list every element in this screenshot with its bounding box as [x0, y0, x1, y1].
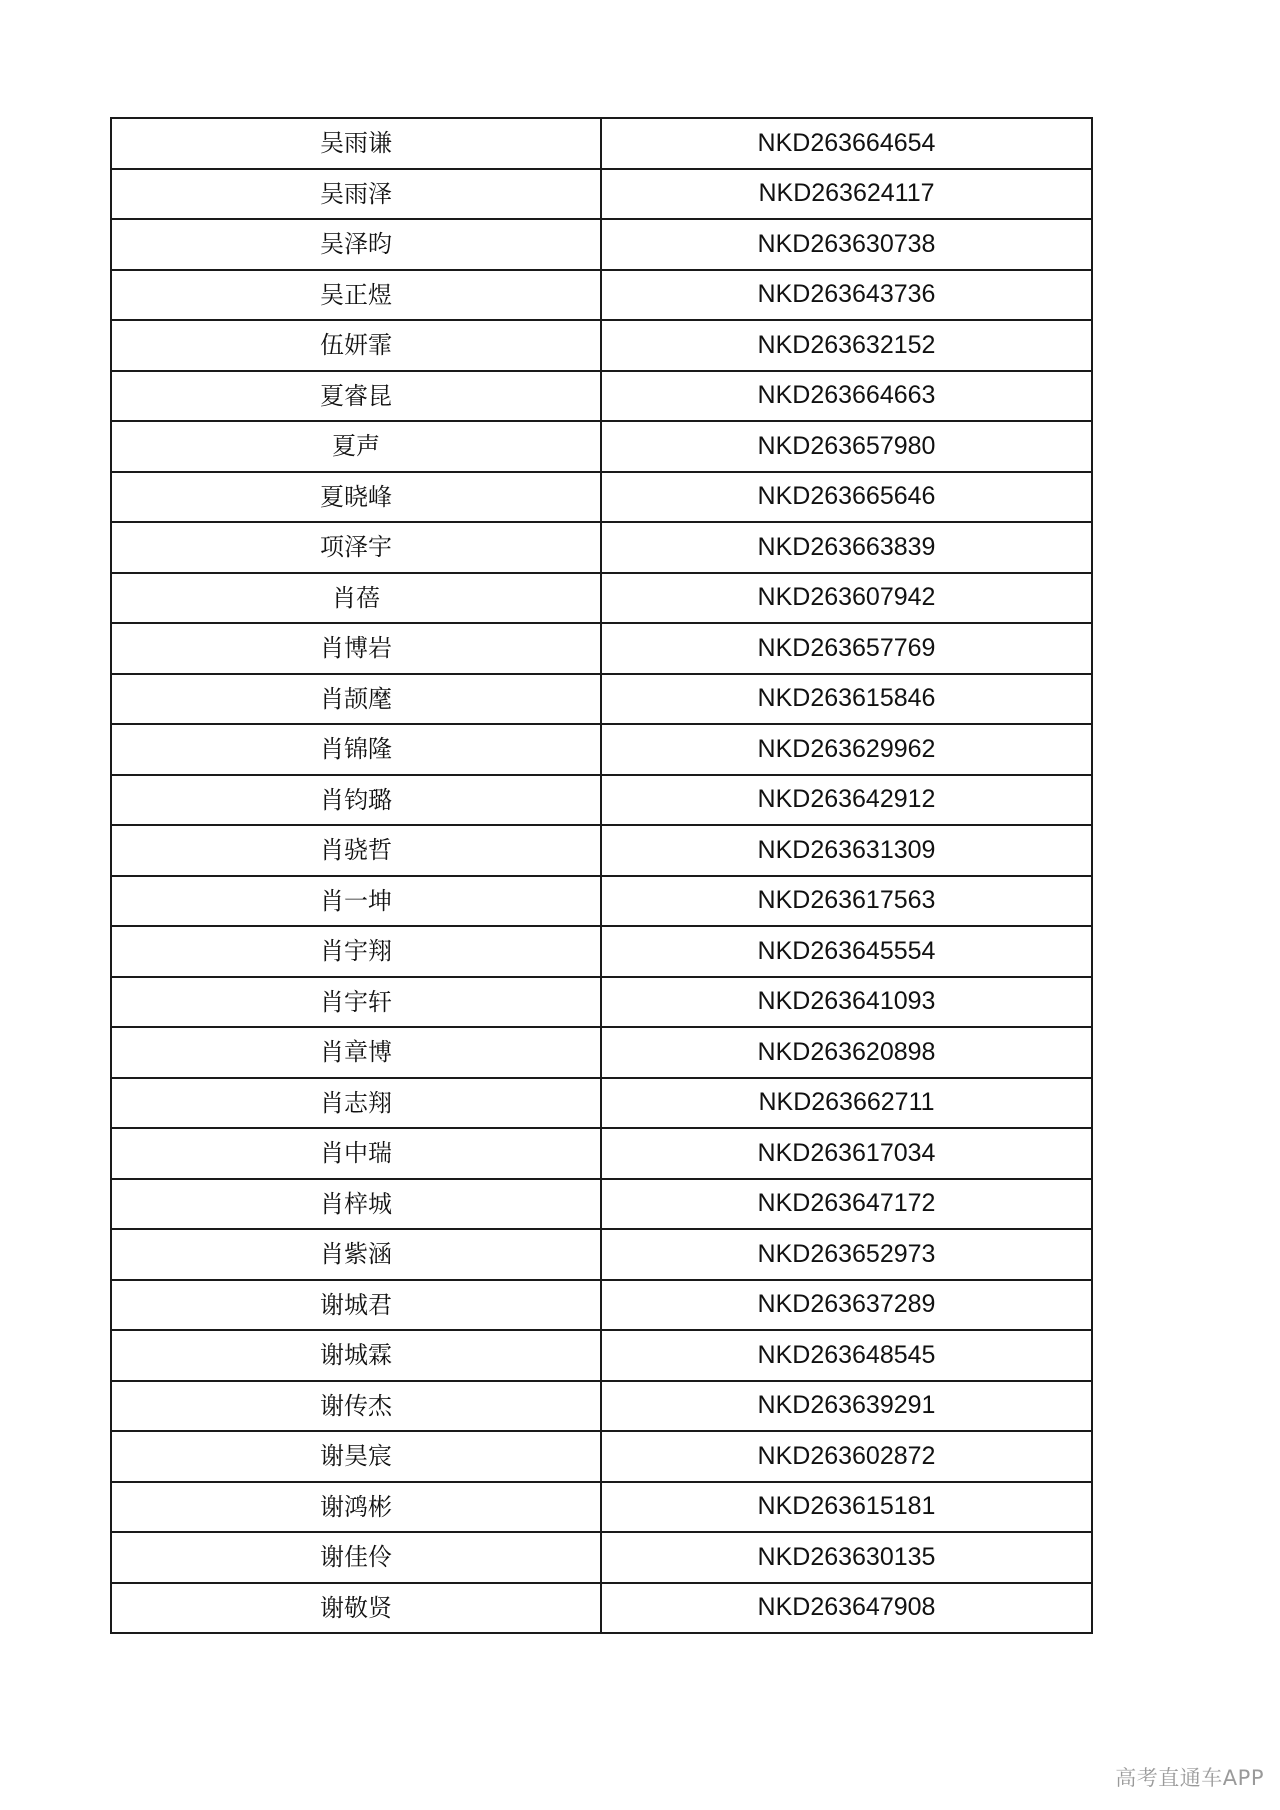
- student-name-cell: 谢敬贤: [111, 1583, 601, 1634]
- table-row: [111, 573, 1092, 624]
- table-row: [111, 219, 1092, 270]
- student-name-cell: 肖紫涵: [111, 1229, 601, 1280]
- exam-id-cell: NKD263662711: [601, 1078, 1092, 1129]
- exam-id-cell: NKD263657769: [601, 623, 1092, 674]
- student-name-cell: 肖一坤: [111, 876, 601, 927]
- exam-id-cell: NKD263630135: [601, 1532, 1092, 1583]
- table-row: [111, 623, 1092, 674]
- student-name-cell: 吴泽昀: [111, 219, 601, 270]
- exam-id-cell: NKD263639291: [601, 1381, 1092, 1432]
- student-name-cell: 吴正煜: [111, 270, 601, 321]
- exam-id-cell: NKD263664663: [601, 371, 1092, 422]
- student-name-cell: 项泽宇: [111, 522, 601, 573]
- exam-id-cell: NKD263617034: [601, 1128, 1092, 1179]
- student-name-cell: 谢城君: [111, 1280, 601, 1331]
- student-name-cell: 伍妍霏: [111, 320, 601, 371]
- table-row: [111, 421, 1092, 472]
- table-row: [111, 1431, 1092, 1482]
- table-row: [111, 876, 1092, 927]
- exam-id-cell: NKD263657980: [601, 421, 1092, 472]
- student-name-cell: 谢佳伶: [111, 1532, 601, 1583]
- student-name-cell: 夏睿昆: [111, 371, 601, 422]
- table-row: [111, 169, 1092, 220]
- student-name-cell: 肖钧璐: [111, 775, 601, 826]
- exam-id-cell: NKD263647908: [601, 1583, 1092, 1634]
- student-name-cell: 谢鸿彬: [111, 1482, 601, 1533]
- table-row: [111, 1330, 1092, 1381]
- table-row: [111, 724, 1092, 775]
- student-name-cell: 肖志翔: [111, 1078, 601, 1129]
- exam-id-cell: NKD263624117: [601, 169, 1092, 220]
- table-row: [111, 472, 1092, 523]
- table-row: [111, 1381, 1092, 1432]
- table-row: [111, 1179, 1092, 1230]
- table-row: [111, 1078, 1092, 1129]
- student-name-cell: 肖骁哲: [111, 825, 601, 876]
- table-row: [111, 674, 1092, 725]
- student-name-cell: 肖梓城: [111, 1179, 601, 1230]
- table-row: [111, 1583, 1092, 1634]
- exam-id-cell: NKD263643736: [601, 270, 1092, 321]
- exam-id-cell: NKD263632152: [601, 320, 1092, 371]
- student-name-cell: 肖颉麾: [111, 674, 601, 725]
- exam-id-cell: NKD263642912: [601, 775, 1092, 826]
- exam-id-cell: NKD263630738: [601, 219, 1092, 270]
- exam-id-cell: NKD263664654: [601, 118, 1092, 169]
- exam-id-cell: NKD263665646: [601, 472, 1092, 523]
- exam-id-cell: NKD263641093: [601, 977, 1092, 1028]
- student-name-cell: 吴雨泽: [111, 169, 601, 220]
- table-row: [111, 1482, 1092, 1533]
- table-row: [111, 270, 1092, 321]
- student-name-cell: 谢昊宸: [111, 1431, 601, 1482]
- student-name-cell: 谢传杰: [111, 1381, 601, 1432]
- exam-id-cell: NKD263615181: [601, 1482, 1092, 1533]
- table-row: [111, 1532, 1092, 1583]
- table-row: [111, 1027, 1092, 1078]
- exam-id-cell: NKD263607942: [601, 573, 1092, 624]
- exam-id-cell: NKD263615846: [601, 674, 1092, 725]
- source-watermark: 高考直通车APP: [1115, 1766, 1264, 1790]
- table-row: [111, 1128, 1092, 1179]
- table-row: [111, 1280, 1092, 1331]
- exam-id-cell: NKD263602872: [601, 1431, 1092, 1482]
- student-name-cell: 夏晓峰: [111, 472, 601, 523]
- exam-id-cell: NKD263620898: [601, 1027, 1092, 1078]
- table-row: [111, 371, 1092, 422]
- exam-id-cell: NKD263631309: [601, 825, 1092, 876]
- table-row: [111, 775, 1092, 826]
- table-row: [111, 522, 1092, 573]
- table-row: [111, 320, 1092, 371]
- student-name-cell: 谢城霖: [111, 1330, 601, 1381]
- student-name-cell: 肖蓓: [111, 573, 601, 624]
- table-row: [111, 1229, 1092, 1280]
- exam-id-cell: NKD263617563: [601, 876, 1092, 927]
- table-row: [111, 977, 1092, 1028]
- table-row: [111, 926, 1092, 977]
- student-name-cell: 夏声: [111, 421, 601, 472]
- student-name-cell: 肖锦隆: [111, 724, 601, 775]
- admission-list-table: [110, 117, 1093, 1634]
- table-row: [111, 118, 1092, 169]
- exam-id-cell: NKD263648545: [601, 1330, 1092, 1381]
- exam-id-cell: NKD263663839: [601, 522, 1092, 573]
- student-name-cell: 肖章博: [111, 1027, 601, 1078]
- exam-id-cell: NKD263637289: [601, 1280, 1092, 1331]
- student-name-cell: 肖博岩: [111, 623, 601, 674]
- student-name-cell: 吴雨谦: [111, 118, 601, 169]
- exam-id-cell: NKD263629962: [601, 724, 1092, 775]
- student-name-cell: 肖宇轩: [111, 977, 601, 1028]
- exam-id-cell: NKD263652973: [601, 1229, 1092, 1280]
- admission-list-body: [111, 118, 1092, 1633]
- student-name-cell: 肖中瑞: [111, 1128, 601, 1179]
- exam-id-cell: NKD263647172: [601, 1179, 1092, 1230]
- student-name-cell: 肖宇翔: [111, 926, 601, 977]
- table-row: [111, 825, 1092, 876]
- exam-id-cell: NKD263645554: [601, 926, 1092, 977]
